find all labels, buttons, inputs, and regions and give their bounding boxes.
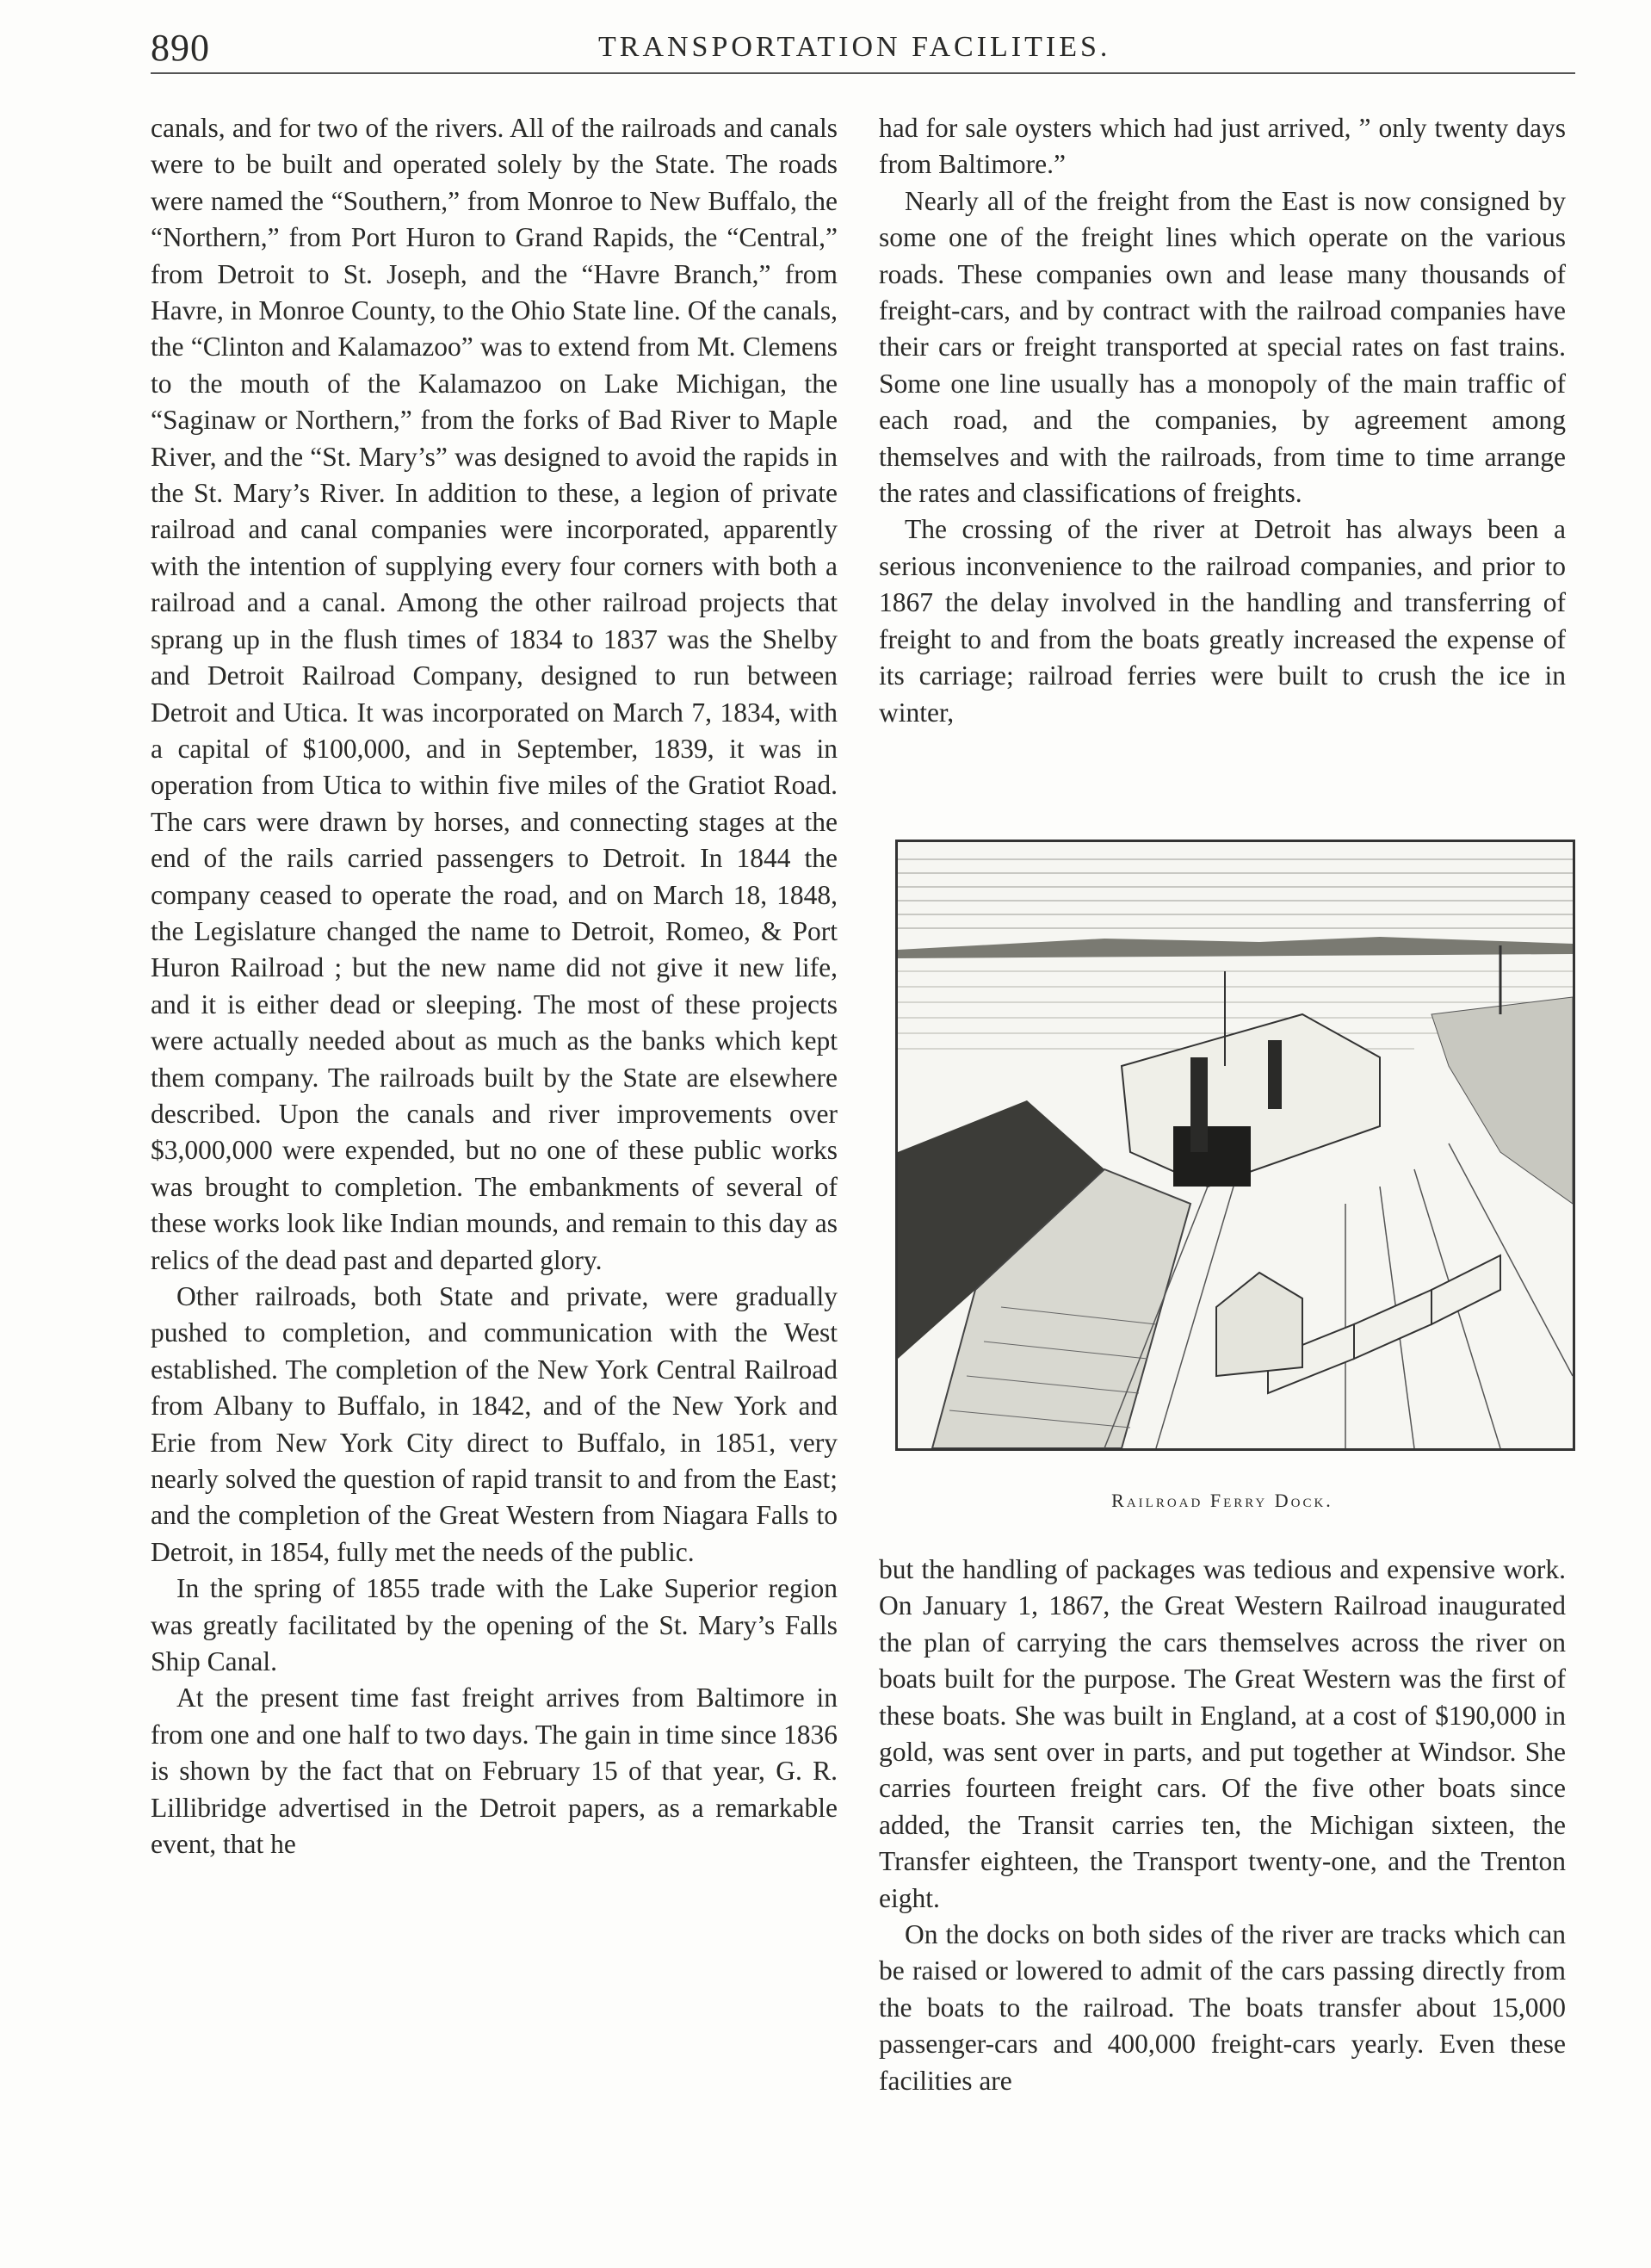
figure-caption: Railroad Ferry Dock.: [1111, 1490, 1333, 1511]
paragraph: The crossing of the river at Detroit has always been a serious inconvenience to the railroad companies, and prior to 1867 the delay involved in the handling and transferring of freight to and from the boats greatly increased the expense of its carriage; railroad ferries were built to crush the ice in winter,: [879, 514, 1566, 728]
paragraph: In the spring of 1855 trade with the Lake Superior region was greatly facilitated by the opening of the St. Mary’s Falls Ship Canal.: [151, 1573, 838, 1677]
right-column-upper: [879, 110, 1566, 731]
paragraph: canals, and for two of the rivers. All of the railroads and canals were to be built and operated solely by the State. The roads were named the “Southern,” from Monroe to New Buffalo, the “Northern,” from Port Huron to Grand Rapids, the “Central,” from Detroit to St. Joseph, and the “Havre Branch,” from Havre, in Monroe County, to the Ohio State line. Of the canals, the “Clinton and Kalamazoo” was to extend from Mt. Clemens to the mouth of the Kalamazoo on Lake Michigan, the “Saginaw or Northern,” from the forks of Bad River to Maple River, and the “St. Mary’s” was designed to avoid the rapids in the St. Mary’s River. In addition to these, a legion of private railroad and canal companies were incorporated, apparently with the intention of supplying every four corners with both a railroad and a canal. Among the other railroad projects that sprang up in the flush times of 1834 to 1837 was the Shelby and Detroit Railroad Company, designed to run between Detroit and Utica. It was incorporated on March 7, 1834, with a capital of $100,000, and in September, 1839, it was in operation from Utica to within five miles of the Gratiot Road. The cars were drawn by horses, and connecting stages at the end of the rails carried passengers to Detroit. In 1844 the company ceased to operate the road, and on March 18, 1848, the Legislature changed the name to Detroit, Romeo, & Port Huron Railroad ; but the new name did not give it new life, and it is either dead or sleeping. The most of these projects were actually needed about as much as the banks which kept them company. The railroads built by the State are elsewhere described. Upon the canals and river improvements over $3,000,000 were expended, but no one of these public works was brought to completion. The embankments of several of these works look like Indian mounds, and remain to this day as relics of the dead past and departed glory.: [151, 113, 838, 1275]
paragraph: had for sale oysters which had just arrived, ” only twenty days from Baltimore.”: [879, 113, 1566, 180]
ferry-dock-engraving: [895, 840, 1575, 1451]
paragraph: Other railroads, both State and private, were gradually pushed to completion, and communication with the West established. The completion of the New York Central Railroad from Albany to Buffalo, in 1842, and of the New York and Erie from New York City direct to Buffalo, in 1851, very nearly solved the question of rapid transit to and from the East; and the completion of the Great Western from Niagara Falls to Detroit, in 1854, fully met the needs of the public.: [151, 1281, 838, 1567]
paragraph: Nearly all of the freight from the East is now consigned by some one of the freight lines which operate on the various roads. These companies own and lease many thousands of freight-cars, and by contract with the railroad companies have their cars or freight transported at special rates on fast trains. Some one line usually has a monopoly of the main traffic of each road, and the companies, by agreement among themselves and with the railroads, from time to time arrange the rates and classifications of freights.: [879, 185, 1566, 509]
paragraph: but the handling of packages was tedious and expensive work. On January 1, 1867, the Great Western Railroad inaugurated the plan of carrying the cars themselves across the river on boats built for the purpose. The Great Western was the first of these boats. She was built in England, at a cost of $190,000 in gold, was sent over in parts, and put together at Windsor. She carries fourteen freight cars. Of the five other boats since added, the Transit carries ten, the Michigan sixteen, the Transfer eighteen, the Transport twenty-one, and the Trenton eight.: [879, 1554, 1566, 1913]
paragraph: On the docks on both sides of the river are tracks which can be raised or lowered to admit of the cars passing directly from the boats to the railroad. The boats transfer about 15,000 passenger-cars and 400,000 freight-cars yearly. Even these facilities are: [879, 1919, 1566, 2096]
running-head: TRANSPORTATION FACILITIES.: [598, 31, 1111, 63]
left-column: [151, 110, 838, 1863]
header-rule: [151, 72, 1575, 74]
paragraph: At the present time fast freight arrives from Baltimore in from one and one half to two days. The gain in time since 1836 is shown by the fact that on February 15 of that year, G. R. Lillibridge advertised in the Detroit papers, as a remarkable event, that he: [151, 1682, 838, 1860]
page-header: [151, 26, 1575, 69]
engraving-illustration: [898, 842, 1573, 1448]
right-column-lower: [879, 1552, 1566, 2099]
page-number: 890: [151, 27, 210, 69]
